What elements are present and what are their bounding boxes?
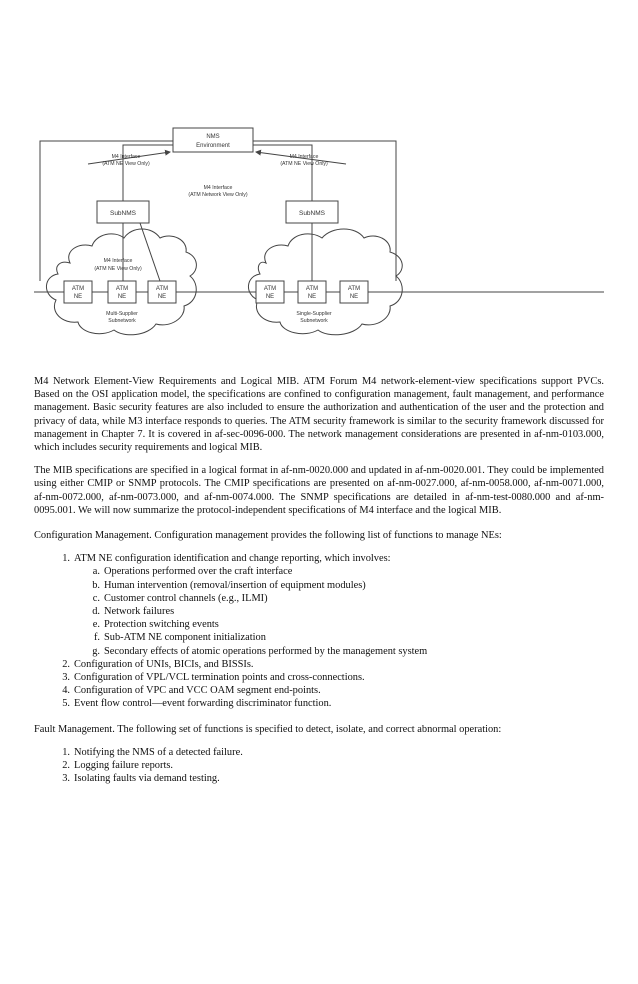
atm-ne-left-2	[108, 281, 136, 303]
nms-label: NMS	[206, 134, 220, 140]
right-cloud-label: Single-Supplier	[296, 311, 332, 317]
list-item	[34, 759, 604, 772]
list-text: Logging failure reports.	[74, 760, 173, 772]
list-text: Network failures	[104, 606, 175, 618]
list-item	[74, 618, 604, 631]
list-item	[74, 579, 604, 592]
list-text: Operations performed over the craft interface	[104, 566, 293, 578]
list-text: Configuration of VPL/VCL termination points and cross-connections.	[74, 672, 365, 684]
ne-sublabel: NE	[157, 294, 167, 300]
network-diagram	[0, 0, 638, 370]
left-cloud-label: Multi-Supplier	[106, 311, 138, 317]
list-text: Protection switching events	[104, 619, 219, 631]
list-letter: d.	[92, 606, 100, 618]
fault-list	[34, 746, 604, 786]
list-letter: f.	[93, 632, 100, 644]
list-item	[74, 592, 604, 605]
list-text: Configuration of UNIs, BICIs, and BISSIs.	[74, 658, 254, 670]
list-item	[34, 746, 604, 759]
ne-label: ATM	[347, 286, 361, 292]
ne-sublabel: NE	[349, 294, 359, 300]
ne-label: ATM	[115, 286, 129, 292]
list-text: ATM NE configuration identification and change reporting, which involves:	[74, 553, 391, 565]
subnms-left-to-ne-diagonal	[140, 223, 160, 281]
ne-label: ATM	[305, 286, 319, 292]
atm-ne-right-1	[256, 281, 284, 303]
right-m4-label: M4 Interface	[289, 154, 319, 160]
list-letter: a.	[92, 566, 100, 578]
list-item	[74, 565, 604, 578]
list-number: 3.	[62, 672, 70, 684]
list-item	[74, 605, 604, 618]
list-letter: b.	[92, 579, 100, 591]
configuration-list	[34, 552, 604, 710]
center-m4-sublabel: (ATM Network View Only)	[188, 192, 248, 198]
ne-sublabel: NE	[307, 294, 317, 300]
left-m4-label: M4 Interface	[111, 154, 141, 160]
atm-ne-left-3	[148, 281, 176, 303]
right-cloud-sublabel: Subnetwork	[300, 318, 328, 324]
list-number: 4.	[62, 685, 70, 697]
atm-ne-left-1	[64, 281, 92, 303]
list-number: 3.	[62, 773, 70, 785]
list-number: 2.	[62, 658, 70, 670]
center-m4-label: M4 Interface	[203, 185, 233, 191]
list-item	[34, 684, 604, 697]
right-m4-sublabel: (ATM NE View Only)	[280, 161, 328, 167]
list-item	[74, 645, 604, 658]
list-item	[34, 671, 604, 684]
ne-sublabel: NE	[265, 294, 275, 300]
list-item	[34, 772, 604, 785]
list-number: 5.	[62, 698, 70, 710]
paragraph-m4-requirements: M4 Network Element-View Requirements and Logical MIB. ATM Forum M4 network-element-view specifications support PVCs. Based on the OSI application model, the specifications are confined to configuration management, fault management, and performance management. Basic security features are also included to ensure the authorization and authentication of the user and the protection and privacy of data, while M3 interface responds to queries. The ATM security framework is similar to the security framework discussed for management in Chapter 7. It is covered in af-sec-0096-000. The network management considerations are presented in af-nm-0103.000, which includes security requirements and logical MIB.	[34, 376, 604, 454]
document-body	[34, 375, 604, 797]
atm-ne-right-2	[298, 281, 326, 303]
inner-m4-sublabel: (ATM NE View Only)	[94, 266, 142, 272]
list-text: Secondary effects of atomic operations performed by the management system	[104, 645, 428, 657]
ne-label: ATM	[155, 286, 169, 292]
paragraph-fault-management: Fault Management. The following set of functions is specified to detect, isolate, and correct abnormal operation:	[34, 723, 502, 735]
list-item	[34, 552, 604, 658]
ne-sublabel: NE	[73, 294, 83, 300]
list-item	[34, 697, 604, 710]
ne-label: ATM	[71, 286, 85, 292]
ne-label: ATM	[263, 286, 277, 292]
list-letter: e.	[92, 619, 100, 631]
list-number: 1.	[62, 746, 70, 758]
list-text: Isolating faults via demand testing.	[74, 773, 220, 785]
list-text: Event flow control—event forwarding discriminator function.	[74, 698, 332, 710]
nms-sublabel: Environment	[196, 143, 230, 149]
left-cloud-sublabel: Subnetwork	[108, 318, 136, 324]
list-text: Notifying the NMS of a detected failure.	[74, 746, 243, 758]
configuration-sublist	[74, 565, 604, 657]
list-item	[34, 658, 604, 671]
list-number: 1.	[62, 553, 70, 565]
list-item	[74, 631, 604, 644]
left-m4-sublabel: (ATM NE View Only)	[102, 161, 150, 167]
list-text: Human intervention (removal/insertion of equipment modules)	[104, 579, 366, 591]
list-number: 2.	[62, 760, 70, 772]
list-text: Configuration of VPC and VCC OAM segment end-points.	[74, 685, 321, 697]
atm-ne-right-3	[340, 281, 368, 303]
paragraph-configuration-management: Configuration Management. Configuration management provides the following list of functions to manage NEs:	[34, 530, 502, 542]
ne-sublabel: NE	[117, 294, 127, 300]
subnms-left-label: SubNMS	[109, 210, 137, 217]
paragraph-mib-specifications: The MIB specifications are specified in a logical format in af-nm-0020.000 and updated in af-nm-0020.001. They could be implemented using either CMIP or SNMP protocols. The CMIP specifications are presented on af-nm-0027.000, af-nm-0058.000, af-nm-0071.000, af-nm-0072.000, af-nm-0073.000, and af-nm-0074.000. The SNMP specifications are detailed in af-nm-test-0080.000 and af-nm-0095.001. We will now summarize the protocol-independent specifications of M4 interface and the logical MIB.	[34, 465, 604, 516]
list-text: Customer control channels (e.g., ILMI)	[104, 592, 268, 604]
list-letter: g.	[92, 645, 100, 657]
inner-m4-label: M4 Interface	[103, 258, 133, 264]
list-letter: c.	[92, 592, 100, 604]
subnms-right-label: SubNMS	[298, 210, 326, 217]
list-text: Sub-ATM NE component initialization	[104, 632, 266, 644]
